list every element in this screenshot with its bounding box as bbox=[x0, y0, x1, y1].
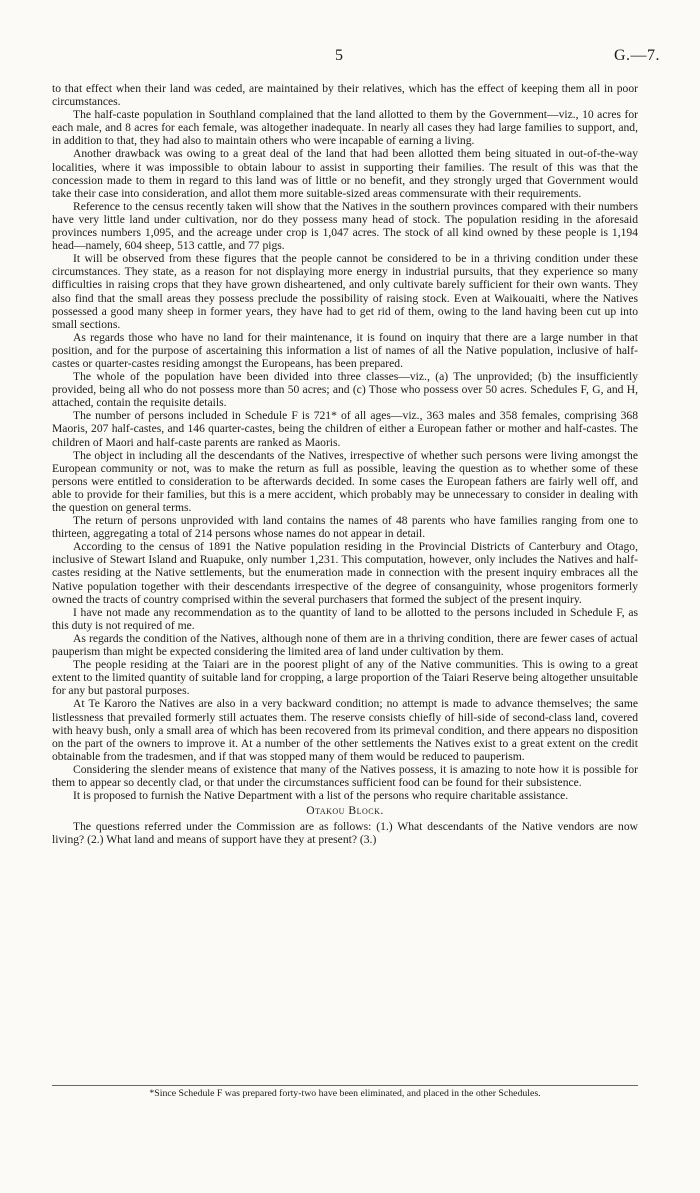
paragraph: According to the census of 1891 the Native population residing in the Provincial Districts of Canterbury and Otago, inclusive of Stewart Island and Ruapuke, only number 1,231. This computation, however, only includes the Natives and half-castes residing at the Native settlements, but the enumeration made in connection with the present inquiry embraces all the Native population together with their descendants irrespective of the degree of consanguinity, whose progenitors formerly owned the tracts of country comprised within the several purchasers that formed the subject of the present inquiry. bbox=[52, 540, 638, 606]
paragraph: As regards those who have no land for their maintenance, it is found on inquiry that there are a large number in that position, and for the purpose of ascertaining this information a list of names of all the Native population, inclusive of half-castes or quarter-castes residing amongst the Europeans, has been prepared. bbox=[52, 330, 638, 370]
paragraph: It is proposed to furnish the Native Department with a list of the persons who require charitable assistance. bbox=[73, 789, 569, 803]
footnote-divider bbox=[52, 1085, 638, 1086]
paragraph: The half-caste population in Southland complained that the land allotted to them by the Government—viz., 10 acres for each male, and 8 acres for each female, was altogether inadequate. In nearly all cases they had large families to support, and, in addition to that, they had also to maintain others who were incapable of earning a living. bbox=[52, 108, 638, 148]
body-text bbox=[52, 82, 638, 846]
paragraph: Considering the slender means of existence that many of the Natives possess, it is amazing to note how it is possible for them to appear so decently clad, or that under the circumstances sufficient food can be found for their subsistence. bbox=[52, 762, 638, 789]
footnote: *Since Schedule F was prepared forty-two have been eliminated, and placed in the other Schedules. bbox=[149, 1088, 541, 1099]
paragraph: The questions referred under the Commission are as follows: (1.) What descendants of the Native vendors are now living? (2.) What land and means of support have they at present? (3.) bbox=[52, 820, 638, 847]
section-heading: Otakou Block. bbox=[306, 804, 384, 818]
paragraph: to that effect when their land was ceded, are maintained by their relatives, which has the effect of keeping them all in poor circumstances. bbox=[52, 82, 638, 109]
paragraph: At Te Karoro the Natives are also in a very backward condition; no attempt is made to advance themselves; the same listlessness that prevailed formerly still actuates them. The reserve consists chiefly of hill-side of second-class land, covered with heavy bush, only a small area of which has been recovered from its primeval condition, and there appears no disposition on the part of the owners to improve it. At a number of the other settlements the Natives exist to a great extent on the credit obtainable from the tradesmen, and if that was stopped many of them would be reduced to pauperism. bbox=[52, 697, 638, 763]
paragraph: As regards the condition of the Natives, although none of them are in a thriving condition, there are fewer cases of actual pauperism than might be expected considering the limited area of land under cultivation by them. bbox=[52, 631, 638, 659]
page-number: 5 bbox=[335, 47, 343, 64]
paragraph: Reference to the census recently taken will show that the Natives in the southern provinces compared with their numbers have very little land under cultivation, nor do they possess many head of stock. The population residing in the aforesaid provinces numbers 1,095, and the acreage under crop is 1,047 acres. The stock of all kind owned by these people is 1,194 head—namely, 604 sheep, 513 cattle, and 77 pigs. bbox=[52, 199, 638, 253]
paragraph: I have not made any recommendation as to the quantity of land to be allotted to the persons included in Schedule F, as this duty is not required of me. bbox=[52, 605, 638, 632]
paragraph: It will be observed from these figures that the people cannot be considered to be in a thriving condition under these circumstances. They state, as a reason for not displaying more energy in industrial pursuits, that they experience so many difficulties in raising crops that they have grown disheartened, and only cultivate barely sufficient for their own wants. They also find that the small areas they possess preclude the possibility of raising stock. Even at Waikouaiti, where the Natives possessed a good many sheep in former years, they have had to get rid of them, owing to the land having been cut up into small sections. bbox=[52, 252, 638, 331]
page-header bbox=[0, 47, 700, 67]
paragraph: Another drawback was owing to a great deal of the land that had been allotted them being situated in out-of-the-way localities, where it was impossible to obtain labour to assist in supporting their families. The result of this was that the concession made to them in regard to this land was of little or no benefit, and they strongly urged that Government would take their case into consideration, and allot them more suitable-sized areas commensurate with their requirements. bbox=[52, 147, 638, 200]
paragraph: The people residing at the Taiari are in the poorest plight of any of the Native communities. This is owing to a great extent to the limited quantity of suitable land for cropping, a large proportion of the Taiari Reserve being altogether unsuitable for any but pastoral purposes. bbox=[52, 658, 638, 698]
paragraph: The whole of the population have been divided into three classes—viz., (a) The unprovided; (b) the insufficiently provided, being all who do not possess more than 50 acres; and (c) Those who possess over 50 acres. Schedules F, G, and H, attached, contain the requisite details. bbox=[52, 370, 638, 410]
paragraph: The number of persons included in Schedule F is 721* of all ages—viz., 363 males and 358 females, comprising 368 Maoris, 207 half-castes, and 146 quarter-castes, being the children of either a European father or mother and half-castes. The children of Maori and half-caste parents are ranked as Maoris. bbox=[52, 409, 638, 449]
paragraph: The return of persons unprovided with land contains the names of 48 parents who have families ranging from one to thirteen, aggregating a total of 214 persons whose names do not appear in detail. bbox=[52, 514, 638, 541]
paragraph: The object in including all the descendants of the Natives, irrespective of whether such persons were living amongst the European community or not, was to make the return as full as possible, leaving the question as to whether some of these persons were entitled to consideration to be afterwards decided. In some cases the European fathers are fairly well off, and able to provide for their families, but this is a mere accident, which probably may be unnecessary to consider in dealing with the question on general terms. bbox=[52, 448, 638, 514]
report-reference: G.—7. bbox=[613, 47, 660, 64]
